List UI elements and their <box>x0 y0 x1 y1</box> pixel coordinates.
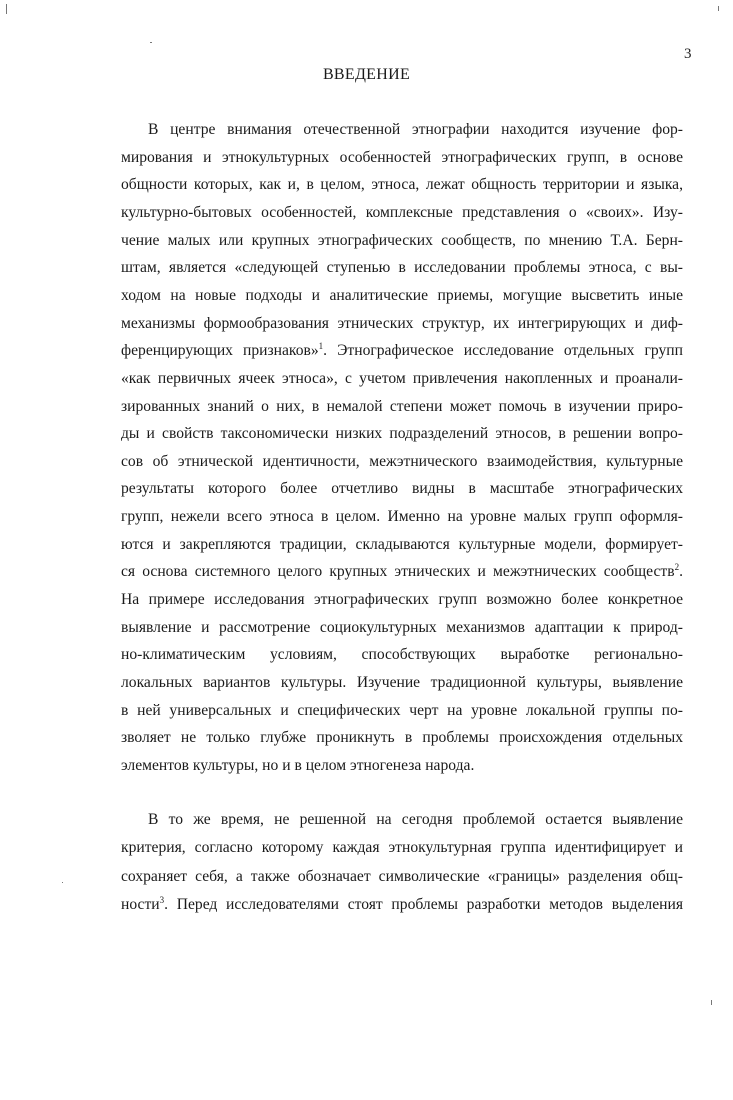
text-line <box>121 397 683 417</box>
text-line <box>121 867 683 887</box>
line-text: критерия, согласно которому каждая этнокультурная группа идентифицирует и <box>121 839 683 857</box>
line-text: выявление и рассмотрение социокультурных механизмов адаптации к природ- <box>121 618 683 636</box>
text-line <box>121 175 683 195</box>
footnote-ref: 1 <box>318 341 324 351</box>
line-text-continued: . Этнографическое исследование отдельных групп <box>323 342 683 360</box>
line-text: чение малых или крупных этнографических сообществ, по мнению Т.А. Берн- <box>121 231 683 249</box>
line-text: сов об этнической идентичности, межэтнического взаимодействия, культурные <box>121 452 683 470</box>
line-text: В центре внимания отечественной этнографии находится изучение фор- <box>148 121 683 138</box>
text-line <box>121 314 683 334</box>
text-line <box>121 728 683 748</box>
text-line <box>121 590 683 610</box>
line-text: На примере исследования этнографических групп возможно более конкретное <box>121 591 683 609</box>
line-text: зированных знаний о них, в немалой степени может помочь в изучении приро- <box>121 397 683 415</box>
line-text: ды и свойств таксономически низких подразделений этносов, в решении вопро- <box>121 425 683 443</box>
page-title: ВВЕДЕНИЕ <box>322 66 411 83</box>
line-text: результаты которого более отчетливо видны в масштабе этнографических <box>121 480 683 498</box>
text-line <box>121 148 683 168</box>
text-line <box>121 618 683 638</box>
line-text-continued: . <box>679 563 683 581</box>
footnote-ref: 3 <box>159 894 165 905</box>
text-line <box>121 507 683 527</box>
line-text: ности <box>121 895 160 913</box>
line-text: сохраняет себя, а также обозначает символические «границы» разделения общ- <box>121 867 683 885</box>
scan-mark <box>150 42 152 43</box>
text-line <box>121 341 683 361</box>
text-line <box>121 562 683 582</box>
line-text: локальных вариантов культуры. Изучение традиционной культуры, выявление <box>121 674 683 691</box>
line-text: элементов культуры, но и в целом этногенеза народа. <box>121 756 475 774</box>
footnote-ref: 2 <box>674 562 680 573</box>
text-line <box>121 452 683 472</box>
text-line <box>121 479 683 499</box>
line-text: зволяет не только глубже проникнуть в проблемы происхождения отдельных <box>121 729 683 747</box>
text-line <box>121 424 683 444</box>
line-text: В то же время, не решенной на сегодня проблемой остается выявление <box>148 811 683 828</box>
line-text: ференцирующих признаков» <box>121 342 319 360</box>
scan-mark <box>62 882 63 883</box>
line-text: штам, является «следующей ступенью в исследовании проблемы этноса, с вы- <box>121 259 683 277</box>
text-line <box>121 895 683 915</box>
text-line <box>121 231 683 251</box>
line-text-continued: . Перед исследователями стоят проблемы разработки методов выделения <box>164 895 683 913</box>
text-line <box>121 203 683 223</box>
text-line <box>121 258 683 278</box>
scan-mark <box>711 1000 712 1005</box>
line-text: ходом на новые подходы и аналитические приемы, могущие высветить иные <box>121 286 683 304</box>
text-line <box>148 810 683 830</box>
line-text: но-климатическим условиям, способствующих выработке регионально- <box>121 646 683 664</box>
line-text: в ней универсальных и специфических черт на уровне локальной группы по- <box>121 701 683 719</box>
text-line <box>121 645 683 665</box>
text-line <box>148 120 683 140</box>
line-text: общности которых, как и, в целом, этноса, лежат общность территории и языка, <box>121 176 683 194</box>
text-line <box>121 673 683 693</box>
scan-mark <box>6 4 7 14</box>
line-text: культурно-бытовых особенностей, комплексные представления о «своих». Изу- <box>121 203 683 221</box>
text-line <box>121 701 683 721</box>
line-text: групп, нежели всего этноса в целом. Именно на уровне малых групп оформля- <box>121 508 683 526</box>
line-text: ются и закрепляются традиции, складываются культурные модели, формирует- <box>121 535 683 553</box>
line-text: механизмы формообразования этнических структур, их интегрирующих и диф- <box>121 314 683 332</box>
page-number: 3 <box>684 46 692 62</box>
text-line <box>121 535 683 555</box>
line-text: ся основа системного целого крупных этнических и межэтнических сообществ <box>121 563 675 581</box>
text-line <box>121 369 683 389</box>
text-line <box>121 838 683 858</box>
text-line <box>121 756 683 776</box>
line-text: мирования и этнокультурных особенностей этнографических групп, в основе <box>121 148 683 166</box>
line-text: «как первичных ячеек этноса», с учетом привлечения накопленных и проанали- <box>121 369 683 387</box>
scan-mark <box>718 6 719 11</box>
text-line <box>121 286 683 306</box>
